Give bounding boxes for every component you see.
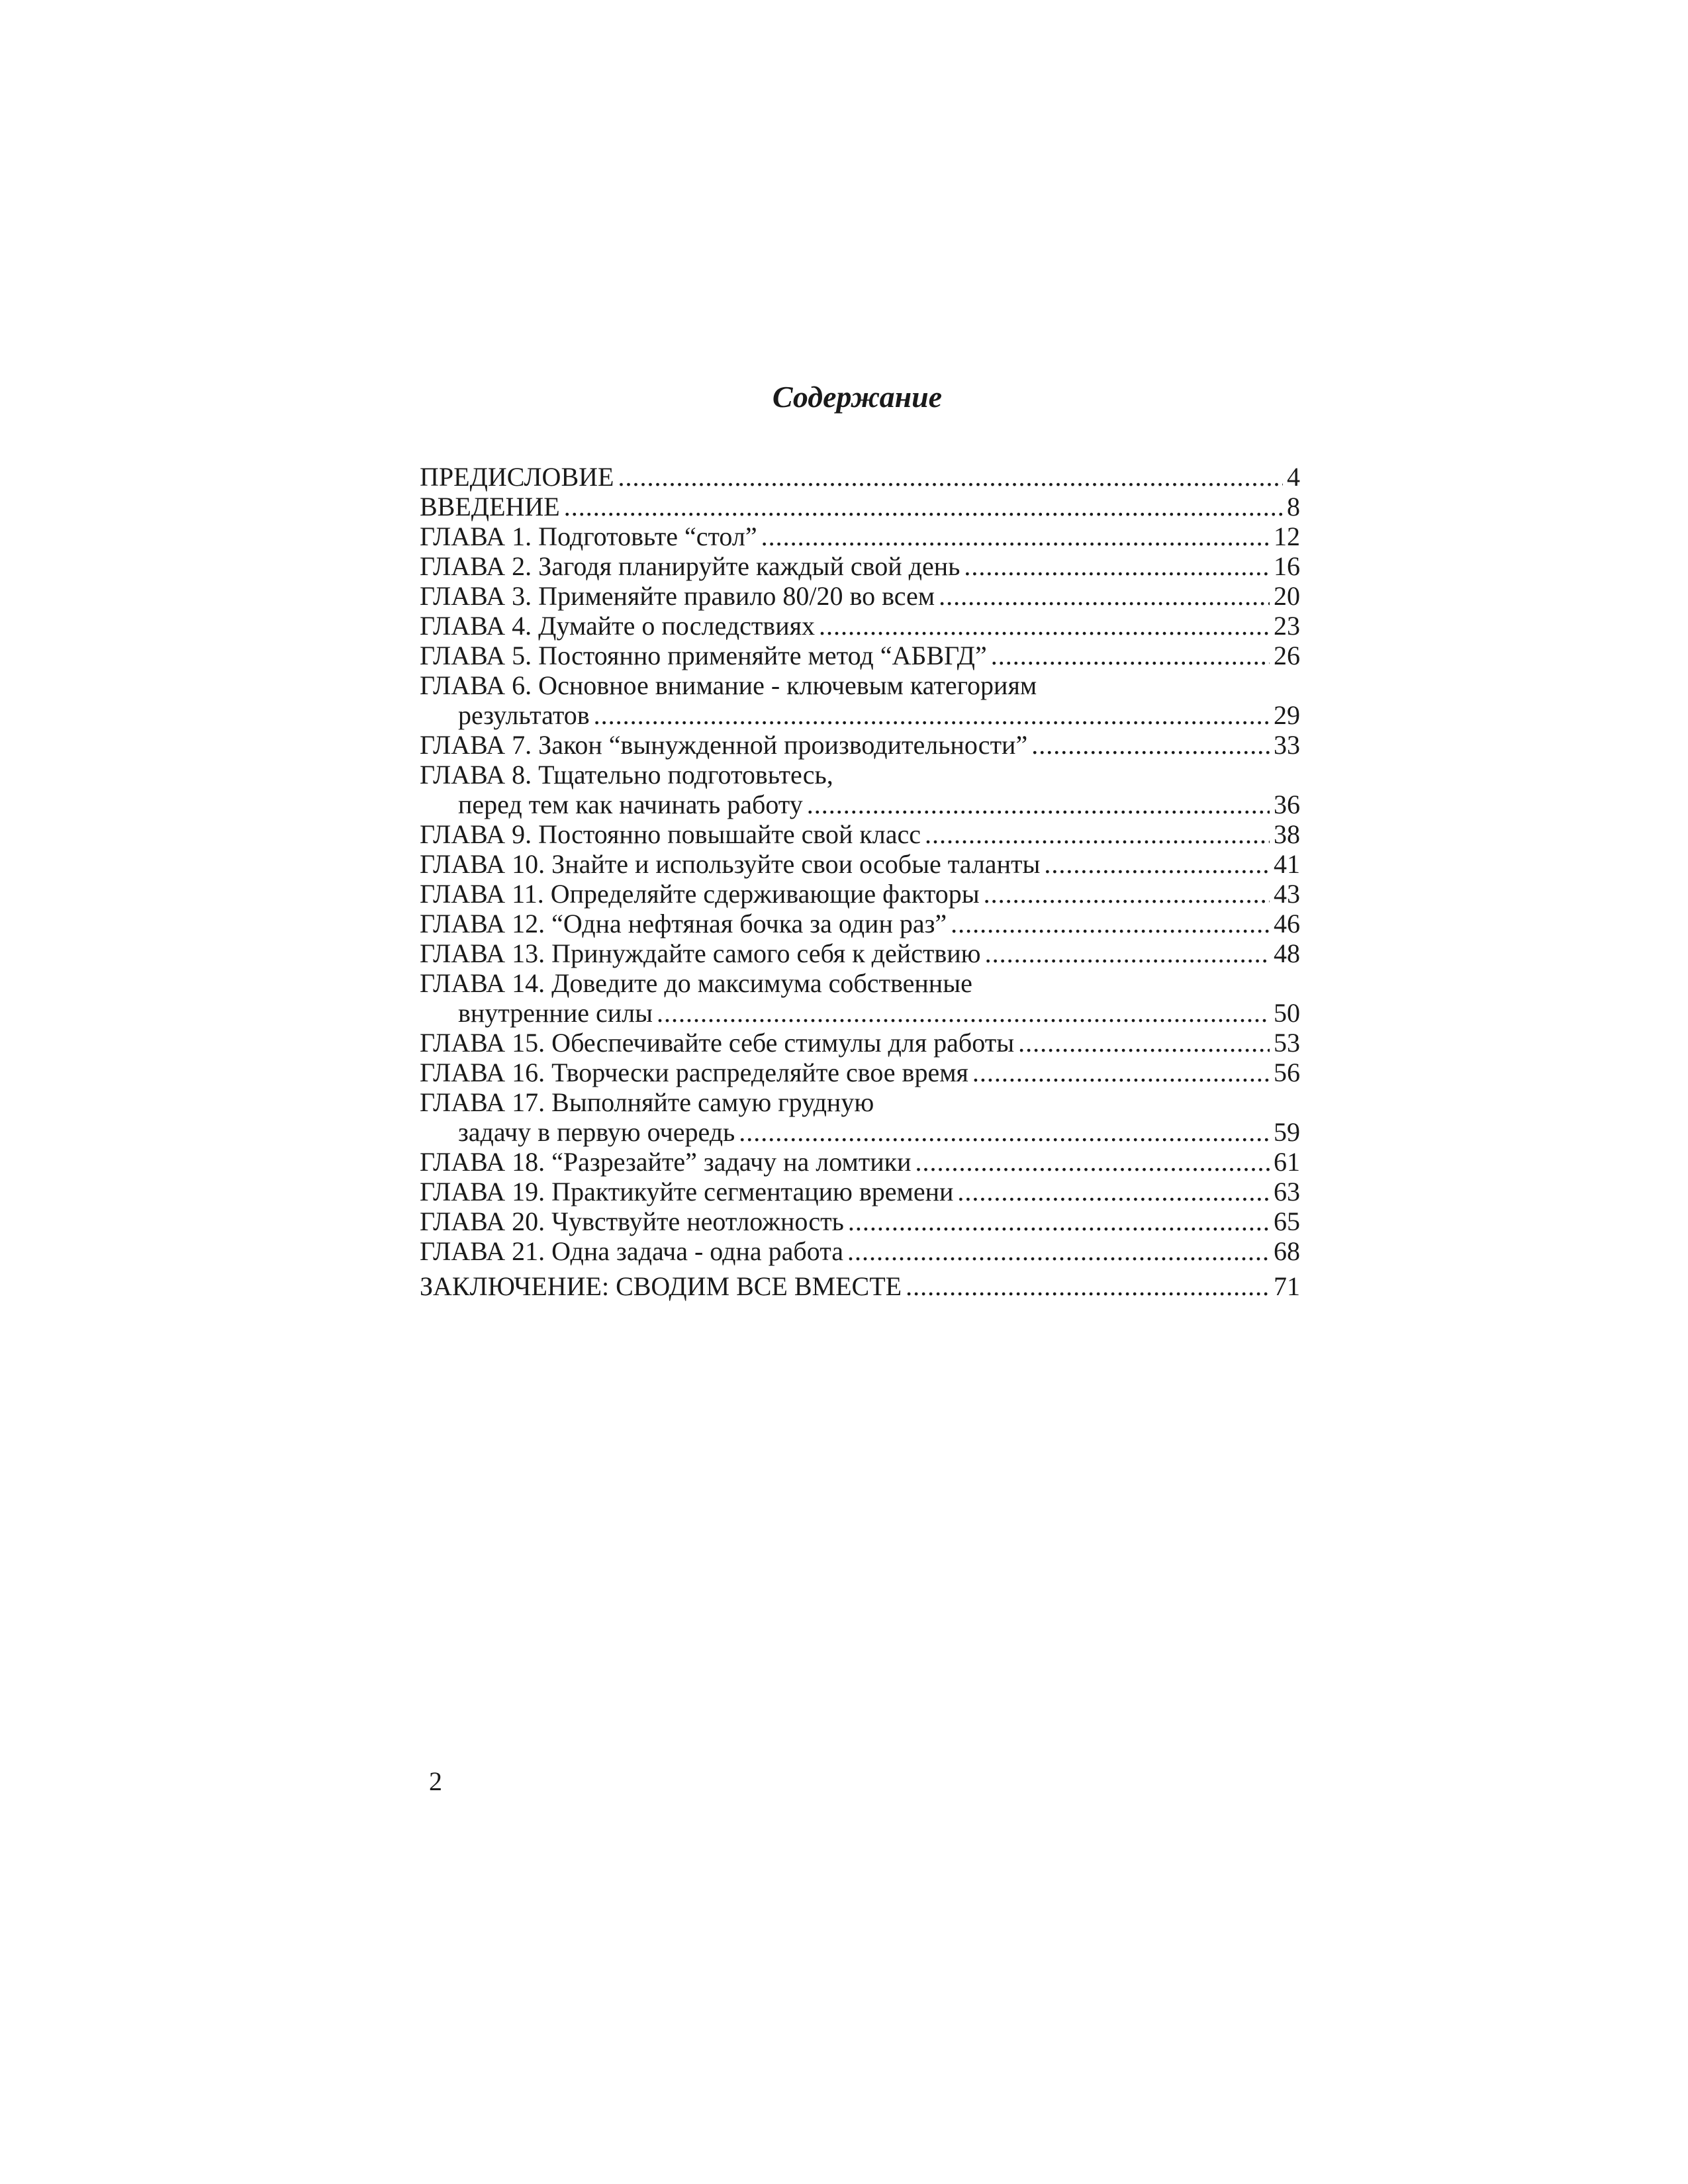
toc-leader-dots: [1031, 730, 1270, 760]
toc-entry-label: ГЛАВА 12. “Одна нефтяная бочка за один раз”: [420, 909, 947, 938]
toc-entry-label: ГЛАВА 7. Закон “вынужденной производительности”: [420, 730, 1028, 760]
toc-leader-dots: [594, 700, 1270, 730]
toc-leader-dots: [807, 790, 1270, 819]
toc-entry: [420, 611, 1300, 641]
toc-entry-page: 65: [1274, 1206, 1300, 1236]
toc-entry-label: ГЛАВА 18. “Разрезайте” задачу на ломтики: [420, 1147, 912, 1177]
toc-entry-page: 36: [1274, 790, 1300, 819]
toc-leader-dots: [1018, 1028, 1270, 1058]
toc-entry: [420, 1058, 1300, 1087]
toc-entry: [420, 522, 1300, 551]
toc-leader-dots: [847, 1236, 1270, 1266]
toc-entry-label: ГЛАВА 15. Обеспечивайте себе стимулы для работы: [420, 1028, 1015, 1058]
toc-entry-page: 16: [1274, 551, 1300, 581]
toc-entry-label: ГЛАВА 13. Принуждайте самого себя к действию: [420, 938, 981, 968]
toc-leader-dots: [906, 1271, 1270, 1301]
toc-entry-label: ЗАКЛЮЧЕНИЕ: СВОДИМ ВСЕ ВМЕСТЕ: [420, 1271, 902, 1301]
toc-entry-label: ВВЕДЕНИЕ: [420, 492, 560, 522]
toc-entry: [420, 849, 1300, 879]
toc-leader-dots: [984, 879, 1270, 909]
toc-leader-dots: [564, 492, 1283, 522]
page-number: 2: [429, 1766, 442, 1796]
toc-entry: [420, 760, 1300, 790]
toc-entry: [420, 641, 1300, 670]
toc-entry-label: ГЛАВА 21. Одна задача - одна работа: [420, 1236, 843, 1266]
toc-entry-label: ГЛАВА 2. Загодя планируйте каждый свой день: [420, 551, 961, 581]
toc-entry-label-continuation: результатов: [458, 700, 590, 730]
toc-entry-label: ГЛАВА 5. Постоянно применяйте метод “АБВГД”: [420, 641, 987, 670]
toc-entry-page: 53: [1274, 1028, 1300, 1058]
toc-entry: [420, 938, 1300, 968]
toc-entry-page: 71: [1274, 1271, 1300, 1301]
toc-leader-dots: [957, 1177, 1270, 1206]
toc-entry-continuation: [420, 998, 1300, 1028]
toc-entry: [420, 1147, 1300, 1177]
toc-entry-page: 59: [1274, 1117, 1300, 1147]
toc-leader-dots: [739, 1117, 1270, 1147]
toc-entry: [420, 730, 1300, 760]
toc-leader-dots: [925, 819, 1270, 849]
toc-leader-dots: [761, 522, 1270, 551]
toc-entry: [420, 909, 1300, 938]
toc-leader-dots: [972, 1058, 1270, 1087]
toc-entry-label: ГЛАВА 16. Творчески распределяйте свое время: [420, 1058, 968, 1087]
toc-entry: [420, 1271, 1300, 1301]
toc-entry: [420, 551, 1300, 581]
toc-entry-page: 33: [1274, 730, 1300, 760]
toc-entry-label: ГЛАВА 3. Применяйте правило 80/20 во всем: [420, 581, 935, 611]
toc-entry-label: ГЛАВА 11. Определяйте сдерживающие факторы: [420, 879, 980, 909]
toc-entry-page: 46: [1274, 909, 1300, 938]
toc-entry-label-continuation: задачу в первую очередь: [458, 1117, 735, 1147]
toc-leader-dots: [1044, 849, 1270, 879]
toc-entry-label: ГЛАВА 19. Практикуйте сегментацию времени: [420, 1177, 954, 1206]
toc-entry: [420, 670, 1300, 700]
toc-entry-page: 29: [1274, 700, 1300, 730]
toc-leader-dots: [964, 551, 1270, 581]
toc-entry-page: 38: [1274, 819, 1300, 849]
toc-entry: [420, 819, 1300, 849]
toc-leader-dots: [657, 998, 1270, 1028]
toc-entry-page: 12: [1274, 522, 1300, 551]
toc-entry: [420, 462, 1300, 492]
toc-leader-dots: [985, 938, 1270, 968]
toc-leader-dots: [819, 611, 1270, 641]
toc-entry: [420, 1028, 1300, 1058]
toc-entry: [420, 581, 1300, 611]
toc-entry-label: ГЛАВА 14. Доведите до максимума собственные: [420, 968, 972, 998]
toc-entry-page: 41: [1274, 849, 1300, 879]
toc-entry-label: ПРЕДИСЛОВИЕ: [420, 462, 614, 492]
toc-entry: [420, 1177, 1300, 1206]
toc-entry-page: 8: [1287, 492, 1300, 522]
toc-entry-page: 23: [1274, 611, 1300, 641]
toc-entry-page: 43: [1274, 879, 1300, 909]
toc-entry-page: 26: [1274, 641, 1300, 670]
toc-entry: [420, 1236, 1300, 1266]
toc-entry: [420, 1206, 1300, 1236]
toc-leader-dots: [848, 1206, 1270, 1236]
toc-entry-page: 20: [1274, 581, 1300, 611]
toc-entry-continuation: [420, 790, 1300, 819]
toc-entry: [420, 492, 1300, 522]
toc-entry: [420, 879, 1300, 909]
toc-entry-page: 63: [1274, 1177, 1300, 1206]
toc-leader-dots: [951, 909, 1270, 938]
toc-entry: [420, 1087, 1300, 1117]
toc-entry-label: ГЛАВА 1. Подготовьте “стол”: [420, 522, 757, 551]
page-title: Содержание: [772, 380, 943, 414]
toc-entry-page: 61: [1274, 1147, 1300, 1177]
toc-entry-label: ГЛАВА 10. Знайте и используйте свои особые таланты: [420, 849, 1041, 879]
toc-leader-dots: [991, 641, 1270, 670]
toc-entry-label-continuation: внутренние силы: [458, 998, 653, 1028]
toc-entry-continuation: [420, 700, 1300, 730]
toc-entry-label-continuation: перед тем как начинать работу: [458, 790, 803, 819]
toc-leader-dots: [939, 581, 1270, 611]
table-of-contents: [420, 462, 1300, 1301]
toc-entry-label: ГЛАВА 4. Думайте о последствиях: [420, 611, 815, 641]
toc-entry-label: ГЛАВА 8. Тщательно подготовьтесь,: [420, 760, 833, 790]
toc-entry: [420, 968, 1300, 998]
toc-entry-label: ГЛАВА 9. Постоянно повышайте свой класс: [420, 819, 921, 849]
toc-entry-label: ГЛАВА 6. Основное внимание - ключевым категориям: [420, 670, 1037, 700]
toc-entry-label: ГЛАВА 17. Выполняйте самую грудную: [420, 1087, 874, 1117]
toc-leader-dots: [618, 462, 1283, 492]
toc-entry-page: 48: [1274, 938, 1300, 968]
toc-leader-dots: [915, 1147, 1270, 1177]
toc-entry-page: 4: [1287, 462, 1300, 492]
toc-entry-page: 56: [1274, 1058, 1300, 1087]
toc-entry-label: ГЛАВА 20. Чувствуйте неотложность: [420, 1206, 844, 1236]
toc-entry-page: 50: [1274, 998, 1300, 1028]
toc-entry-page: 68: [1274, 1236, 1300, 1266]
toc-entry-continuation: [420, 1117, 1300, 1147]
